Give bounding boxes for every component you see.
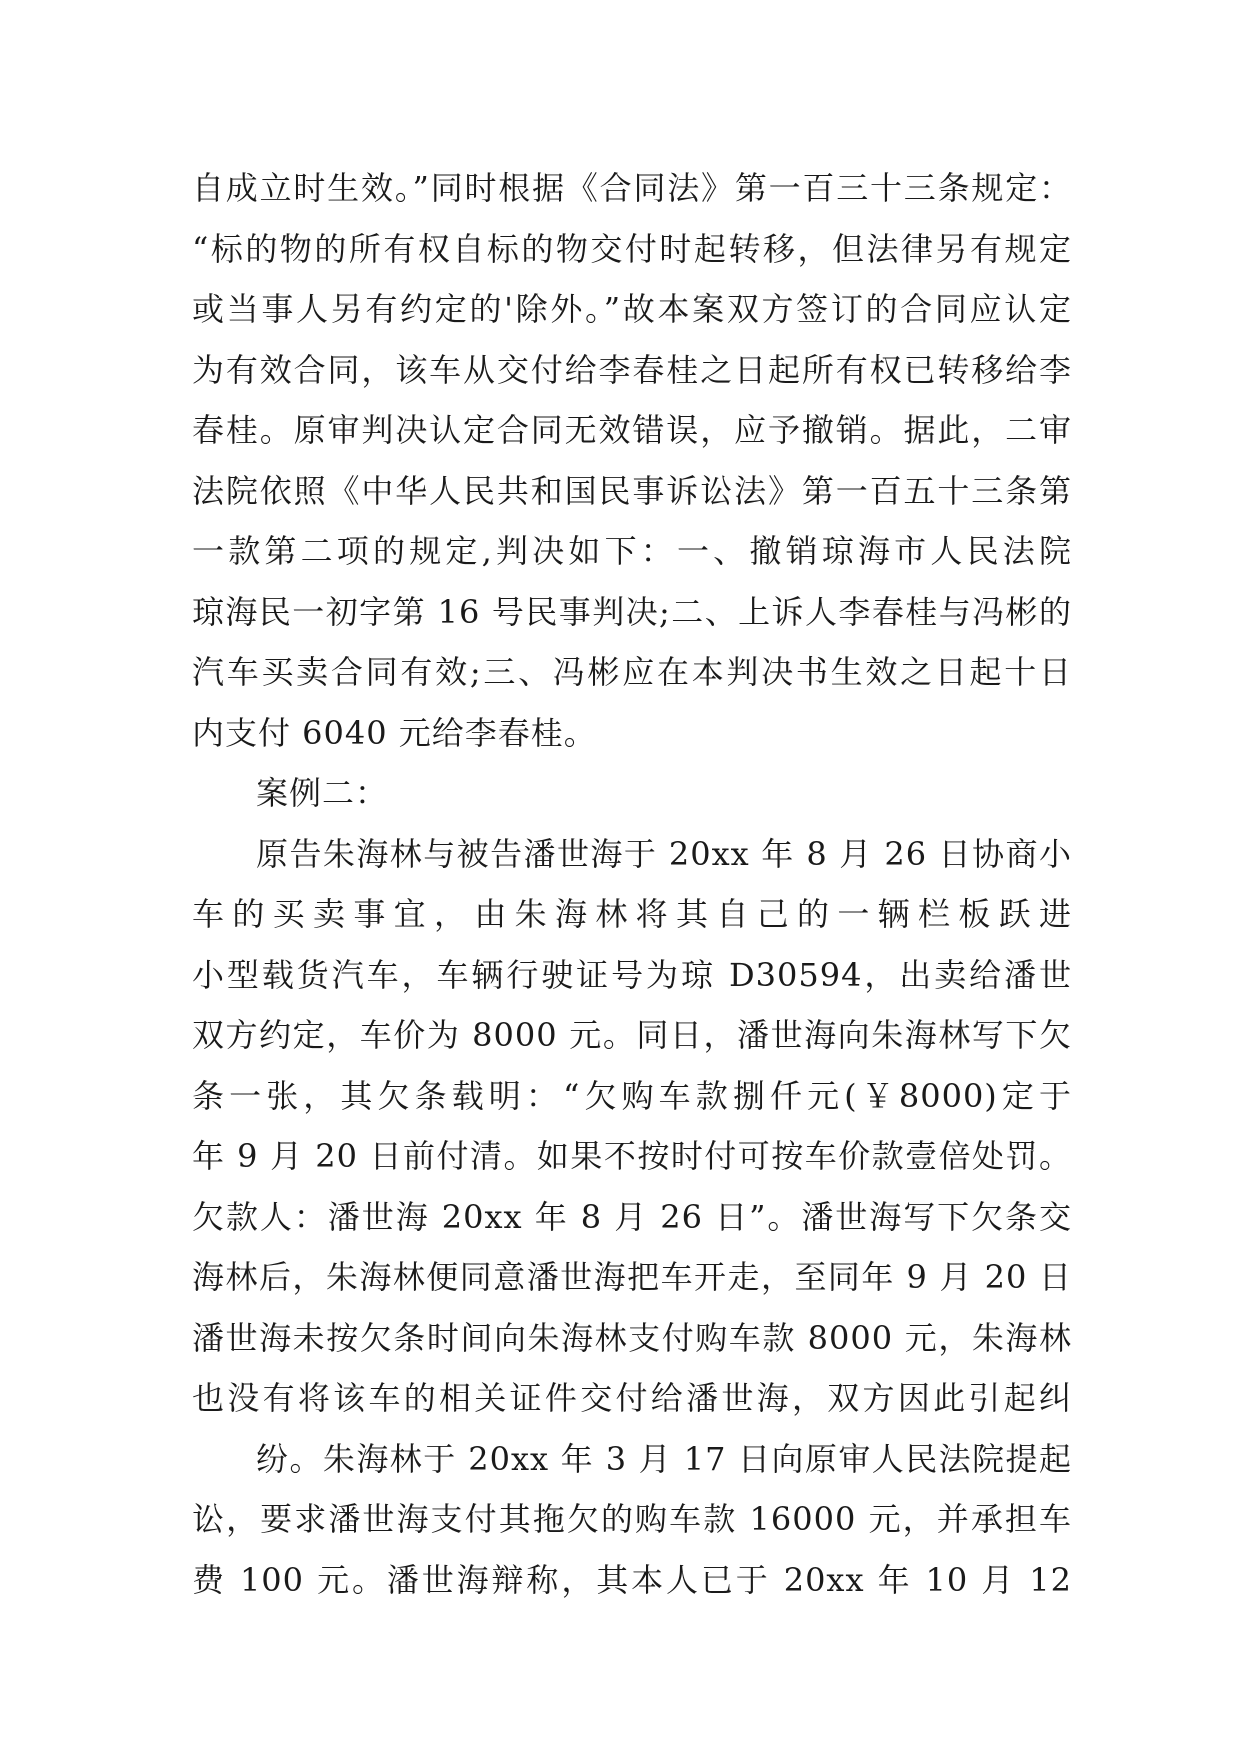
document-line: 案例二： [256,774,389,812]
document-line: 车的买卖事宜，由朱海林将其自己的一辆栏板跃进 [192,895,1072,933]
document-line: 双方约定，车价为 8000 元。同日，潘世海向朱海林写下欠 [192,1016,1072,1054]
document-line: 条一张，其欠条载明：“欠购车款捌仟元(￥8000)定于 [192,1076,1072,1115]
document-line: 内支付 6040 元给李春桂。 [192,713,597,752]
document-body [192,158,1072,1610]
document-line: 为有效合同，该车从交付给李春桂之日起所有权已转移给李 [192,350,1072,389]
document-line: 琼海民一初字第 16 号民事判决;二、上诉人李春桂与冯彬的 [192,592,1072,631]
document-line: 费 100 元。潘世海辩称，其本人已于 20xx 年 10 月 12 [192,1560,1072,1599]
document-line: 汽车买卖合同有效;三、冯彬应在本判决书生效之日起十日 [192,653,1072,691]
document-line: 也没有将该车的相关证件交付给潘世海，双方因此引起纠 [192,1379,1072,1417]
document-line: 一款第二项的规定,判决如下：一、撤销琼海市人民法院 [192,532,1072,570]
document-line: 纷。朱海林于 20xx 年 3 月 17 日向原审人民法院提起 [256,1439,1072,1478]
document-line: 或当事人另有约定的'除外。”故本案双方签订的合同应认定 [192,290,1072,328]
document-line: 讼，要求潘世海支付其拖欠的购车款 16000 元，并承担车 [192,1500,1072,1538]
document-line: 海林后，朱海林便同意潘世海把车开走，至同年 9 月 20 日 [192,1258,1072,1296]
document-line: 自成立时生效。”同时根据《合同法》第一百三十三条规定： [192,169,1072,207]
document-line: “标的物的所有权自标的物交付时起转移，但法律另有规定 [192,229,1072,268]
document-line: 春桂。原审判决认定合同无效错误，应予撤销。据此，二审 [192,411,1072,449]
document-line: 小型载货汽车，车辆行驶证号为琼 D30594，出卖给潘世 [192,955,1072,994]
document-line: 原告朱海林与被告潘世海于 20xx 年 8 月 26 日协商小 [256,834,1072,873]
document-line: 法院依照《中华人民共和国民事诉讼法》第一百五十三条第 [192,471,1072,510]
document-line: 欠款人：潘世海 20xx 年 8 月 26 日”。潘世海写下欠条交 [192,1197,1072,1236]
document-line: 年 9 月 20 日前付清。如果不按时付可按车价款壹倍处罚。 [192,1137,1072,1175]
document-line: 潘世海未按欠条时间向朱海林支付购车款 8000 元，朱海林 [192,1318,1072,1357]
